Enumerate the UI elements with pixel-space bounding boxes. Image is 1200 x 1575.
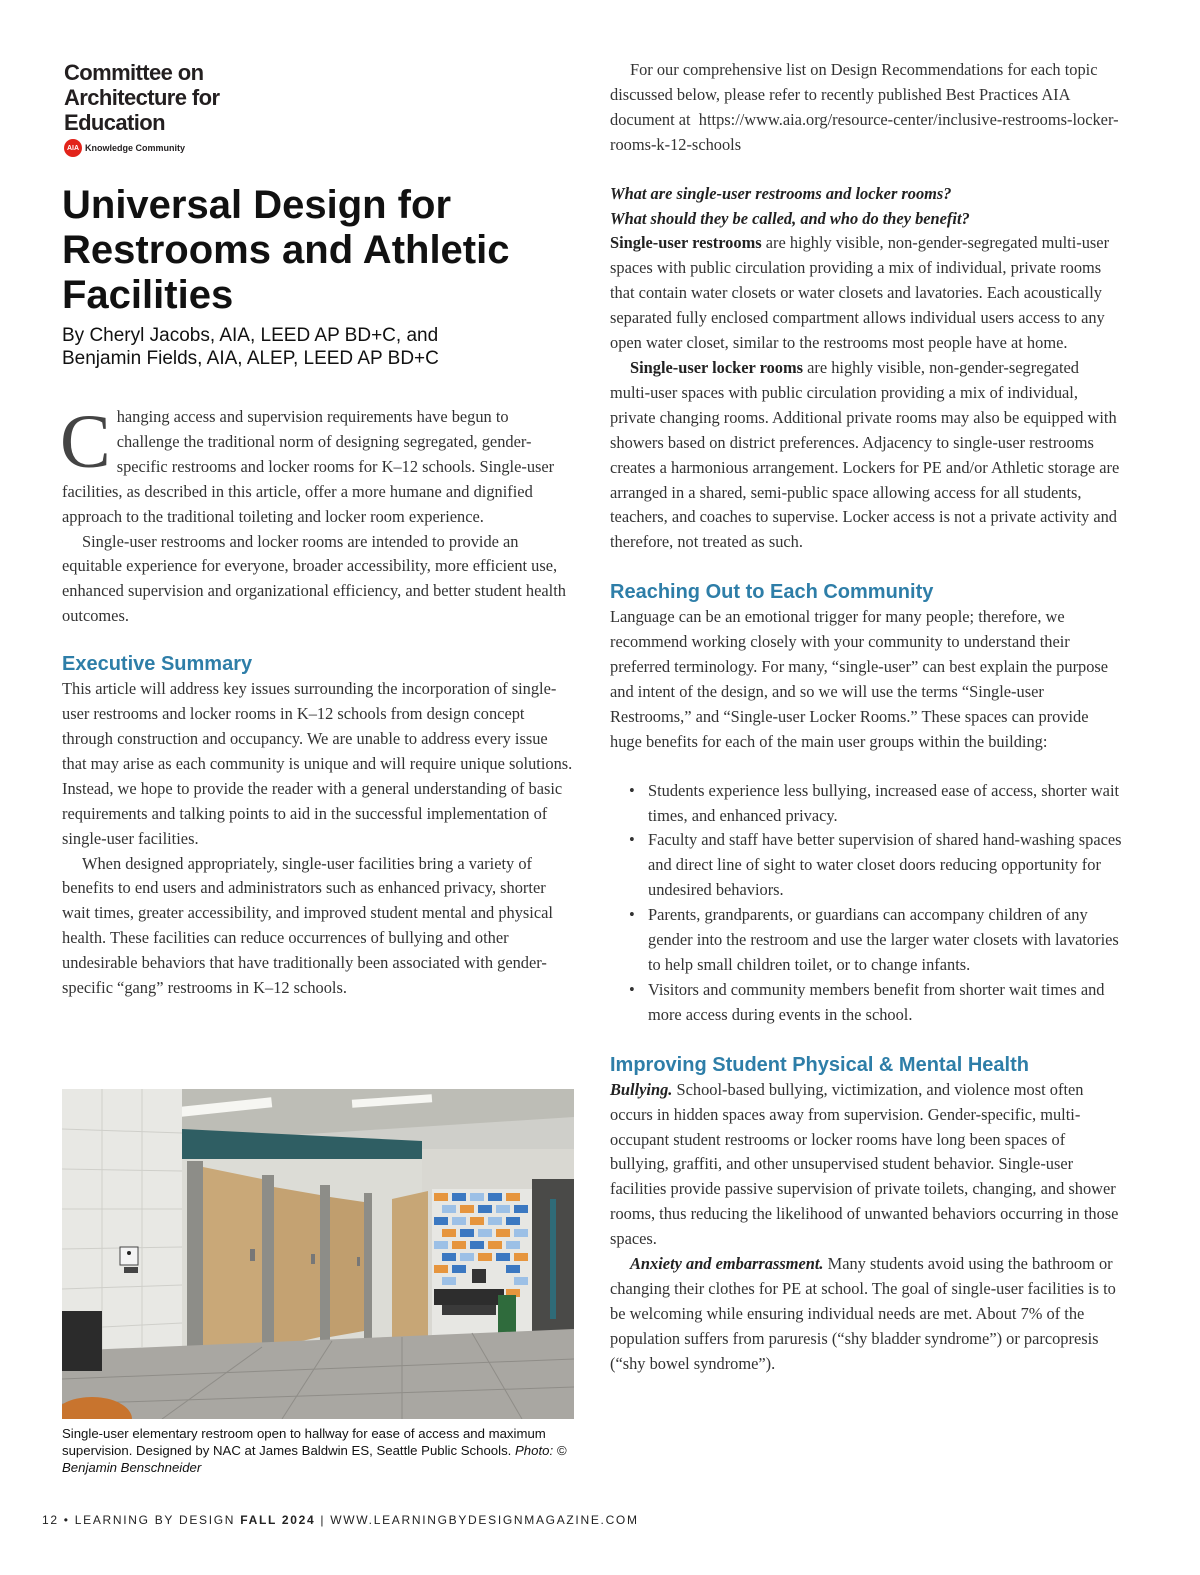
single-user-restrooms-paragraph <box>610 231 1122 356</box>
caption-text: Single-user elementary restroom open to hallway for ease of access and maximum supervision. Designed by NAC at James Baldwin ES, Seattle Public Schools. <box>62 1426 546 1458</box>
executive-summary-paragraph-1: This article will address key issues surrounding the incorporation of single-user restrooms and locker rooms in K–12 schools from design concept through construction and occupancy. We are unable to address every issue that may arise as each community is unique and will require unique solutions. Instead, we hope to provide the reader with a general understanding of basic requirements and talking points to aid in the successful implementation of single-user facilities. <box>62 679 573 848</box>
article-title: Universal Design for Restrooms and Athletic Facilities <box>62 183 510 317</box>
resource-text: For our comprehensive list on Design Recommendations for each topic discussed below, please refer to recently published Best Practices AIA document at <box>610 60 1098 129</box>
intro-paragraph-1 <box>60 400 574 530</box>
byline-line-1: By Cheryl Jacobs, AIA, LEED AP BD+C, and <box>62 325 439 346</box>
list-item-text: Faculty and staff have better supervision of shared hand-washing spaces and direct line of sight to water closet doors reducing opportunity for undesired behaviors. <box>648 830 1122 900</box>
magazine-name: LEARNING BY DESIGN <box>74 1513 236 1527</box>
knowledge-community-label: Knowledge Community <box>85 143 186 153</box>
left-column <box>60 400 574 1001</box>
restrooms-term: Single-user restrooms <box>610 233 762 253</box>
list-item-text: Students experience less bullying, increased ease of access, shorter wait times, and enhanced privacy. <box>648 780 1120 825</box>
restroom-photo <box>62 1089 574 1419</box>
list-item-text: Visitors and community members benefit from shorter wait times and more access during events in the school. <box>648 979 1105 1024</box>
logo-line-1: Committee on <box>64 60 204 85</box>
reaching-out-paragraph: Language can be an emotional trigger for many people; therefore, we recommend working closely with your community to understand their preferred terminology. For many, “single-user” can best explain the purpose and intent of the design, and so we will use the terms “Single-user Restrooms,” and “Single-user Locker Rooms.” These spaces can provide huge benefits for each of the main user groups within the building: <box>610 607 1109 751</box>
bullet-icon: • <box>629 979 635 999</box>
drop-cap: C <box>60 400 111 484</box>
executive-summary-heading: Executive Summary <box>62 653 253 676</box>
intro-paragraph-1-text: hanging access and supervision requirements have begun to challenge the traditional norm of designing segregated, gender-specific restrooms and locker rooms for K–12 schools. Single-user facilities, as described in this article, offer a more humane and dignified approach to the traditional toileting and locker room experience. <box>62 407 555 526</box>
question-line-2: What should they be called, and who do they benefit? <box>610 208 970 228</box>
intro-paragraph-2: Single-user restrooms and locker rooms are intended to provide an equitable experience for everyone, broader accessibility, more efficient use, enhanced supervision and organizational efficiency, and better student health outcomes. <box>62 531 566 626</box>
list-item <box>629 978 1122 1028</box>
lockers-text: are highly visible, non-gender-segregated multi-user spaces with public circulation providing a mix of individual, private changing rooms. Additional private rooms may also be equipped with showers based on district preferences. Adjacency to single-user restrooms creates a harmonious arrangement. Lockers for PE and/or Athletic storage are arranged in a shared, semi-public space allowing access for all students, teachers, and coaches to supervise. Locker access is not a private activity and therefore, not treated as such. <box>610 357 1120 552</box>
bullet-icon: • <box>629 830 635 850</box>
magazine-website-link[interactable]: WWW.LEARNINGBYDESIGNMAGAZINE.COM <box>330 1513 639 1527</box>
logo-wordmark <box>64 60 304 135</box>
logo-line-2: Architecture for <box>64 85 220 110</box>
byline-line-2: Benjamin Fields, AIA, ALEP, LEED AP BD+C <box>62 348 439 369</box>
article-byline <box>62 324 582 370</box>
bullying-text: School-based bullying, victimization, and violence most often occurs in hidden spaces away from supervision. Gender-specific, multi-occupant student restrooms or locker rooms have long been spaces of bullying, graffiti, and other unsupervised student behavior. Single-user facilities provide passive supervision of private toilets, changing, and shower rooms, thus reducing the likelihood of unwanted behaviors occurring in those spaces. <box>610 1079 1119 1249</box>
anxiety-text: Many students avoid using the bathroom or changing their clothes for PE at school. The goal of single-user facilities is to be welcoming while ensuring individual needs are met. About 7% of the population suffers from paruresis (“shy bladder syndrome”) or parcopresis (“shy bowel syndrome”). <box>610 1254 1116 1373</box>
lockers-term: Single-user locker rooms <box>630 357 804 377</box>
executive-summary-paragraph-2: When designed appropriately, single-user facilities bring a variety of benefits to end users and administrators such as enhanced privacy, shorter wait times, greater accessibility, and improved student mental and physical health. These facilities can reduce occurrences of bullying and other undesirable behaviors that have traditionally been associated with gender-specific “gang” restrooms in K–12 schools. <box>62 853 553 998</box>
committee-logo <box>64 60 304 157</box>
bullying-term: Bullying. <box>610 1079 673 1099</box>
list-item <box>629 779 1122 829</box>
right-column <box>610 58 1122 1377</box>
anxiety-term: Anxiety and embarrassment. <box>630 1254 824 1274</box>
aia-badge-icon: AIA <box>64 139 82 157</box>
restrooms-text: are highly visible, non-gender-segregated multi-user spaces with public circulation providing a mix of individual, private rooms that contain water closets or water closets and lavatories. Each acoustically separated fully enclosed compartment allows individual users access to any open water closet, similar to the restrooms most people have at home. <box>610 233 1110 353</box>
question-line-1: What are single-user restrooms and locker rooms? <box>610 183 952 203</box>
issue-label: FALL 2024 <box>240 1513 316 1527</box>
bullying-paragraph <box>610 1078 1122 1252</box>
single-user-locker-rooms-paragraph <box>610 356 1122 555</box>
footer-separator-dot: • <box>63 1513 70 1527</box>
anxiety-paragraph <box>610 1252 1122 1377</box>
footer-separator-bar: | <box>320 1513 326 1527</box>
logo-line-3: Education <box>64 110 165 135</box>
page-footer <box>42 1513 639 1527</box>
list-item <box>629 903 1122 978</box>
resource-paragraph <box>610 58 1122 158</box>
benefits-list <box>610 779 1122 1028</box>
bullet-icon: • <box>629 780 635 800</box>
list-item <box>629 828 1122 903</box>
reaching-out-heading: Reaching Out to Each Community <box>610 581 934 604</box>
list-item-text: Parents, grandparents, or guardians can accompany children of any gender into the restroom and use the larger water closets with lavatories to help small children toilet, or to change infants. <box>648 905 1119 974</box>
restroom-photo-illustration <box>62 1089 574 1419</box>
student-health-heading: Improving Student Physical & Mental Health <box>610 1053 1029 1076</box>
photo-credit: Photo: © Benjamin Benschneider <box>62 1443 567 1475</box>
bullet-icon: • <box>629 905 635 925</box>
photo-caption <box>62 1425 574 1476</box>
page-number: 12 <box>42 1513 59 1527</box>
resource-link[interactable]: https://www.aia.org/resource-center/inclusive-restrooms-locker-rooms-k-12-schools <box>610 109 1119 154</box>
knowledge-community-mark <box>64 139 304 157</box>
